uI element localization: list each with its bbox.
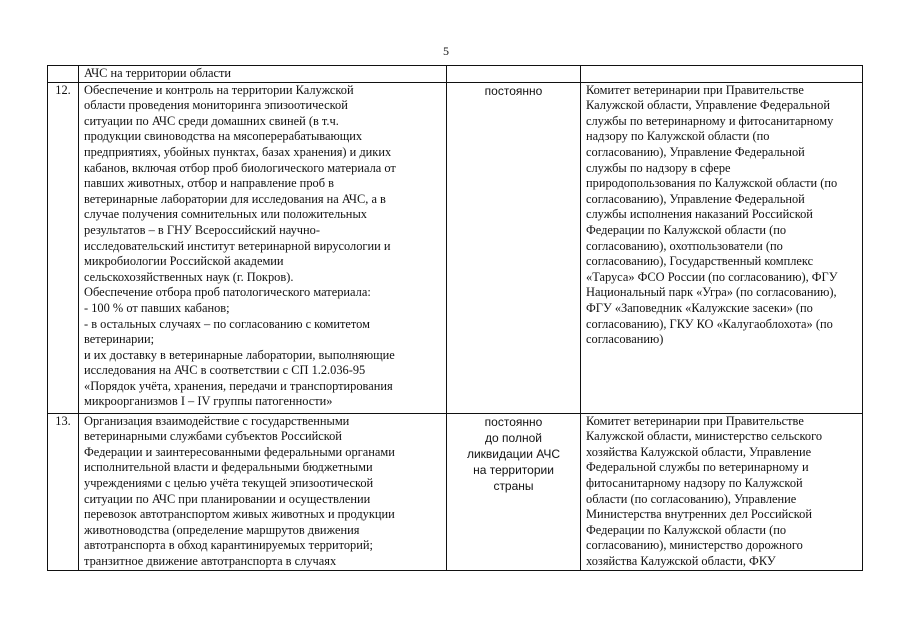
- action-text-line: Организация взаимодействие с государственными: [84, 413, 350, 428]
- action-text-line: ветеринарные лаборатории для исследования на АЧС, а в: [84, 191, 386, 206]
- responsible-text-line: ФГУ «Заповедник «Калужские засеки» (по: [586, 300, 813, 315]
- term-cell: [447, 413, 581, 570]
- page-number: 5: [443, 44, 449, 58]
- responsible-text-line: Национальный парк «Угра» (по согласованию),: [586, 285, 837, 300]
- responsible-text-line: согласованию), Управление Федеральной: [586, 144, 805, 159]
- action-text-line: микроорганизмов I – IV группы патогенности»: [84, 394, 333, 409]
- responsible-text-line: службы по ветеринарному и фитосанитарному: [586, 113, 834, 128]
- term-text-line: постоянно: [484, 83, 543, 98]
- action-text-line: Федерации и заинтересованными федеральными органами: [84, 444, 395, 459]
- action-text-line: транзитное движение автотранспорта в случаях: [84, 553, 337, 568]
- action-text-line: «Порядок учёта, хранения, передачи и транспортирования: [84, 378, 393, 393]
- action-text-line: Обеспечение и контроль на территории Калужской: [84, 82, 354, 97]
- row-number: 12.: [48, 82, 79, 413]
- action-text-line: автотранспорта в обход карантинируемых территорий;: [84, 538, 373, 553]
- table-row: [48, 82, 863, 413]
- responsible-text-line: службы исполнения наказаний Российской: [586, 207, 813, 222]
- action-text-line: исследования на АЧС в соответствии с СП 1.2.036-95: [84, 363, 366, 378]
- responsible-cell: [581, 413, 863, 570]
- responsible-text-line: согласованию), Управление Федеральной: [586, 191, 805, 206]
- row-number: 13.: [48, 413, 79, 570]
- responsible-text-line: Калужской области, министерство сельского: [586, 429, 823, 444]
- action-text-line: исполнительной власти и федеральными бюджетными: [84, 460, 373, 475]
- action-cell: [79, 82, 447, 413]
- action-text-line: - в остальных случаях – по согласованию с комитетом: [84, 316, 370, 331]
- term-text-line: на территории: [473, 462, 554, 477]
- action-text-line: животноводства (определение маршрутов движения: [84, 522, 360, 537]
- action-text-line: сельскохозяйственных наук (г. Покров).: [84, 269, 294, 284]
- action-text-line: ситуации по АЧС среди домашних свиней (в т.ч.: [84, 113, 339, 128]
- action-cell: [79, 413, 447, 570]
- action-text-line: перевозок автотранспортом живых животных и продукции: [84, 507, 395, 522]
- responsible-text-line: Федерации по Калужской области (по: [586, 222, 787, 237]
- responsible-text-line: согласованию), Государственный комплекс: [586, 254, 814, 269]
- action-text-line: Обеспечение отбора проб патологического материала:: [84, 285, 371, 300]
- responsible-cell: [581, 82, 863, 413]
- measures-table: [47, 65, 863, 571]
- term-cell: [447, 66, 581, 83]
- term-text-line: ликвидации АЧС: [466, 446, 561, 461]
- action-text-line: - 100 % от павших кабанов;: [84, 300, 230, 315]
- responsible-text-line: Комитет ветеринарии при Правительстве: [586, 413, 804, 428]
- responsible-text-line: хозяйства Калужской области, Управление: [586, 444, 812, 459]
- term-text-line: страны: [493, 478, 534, 493]
- responsible-text-line: согласованию), ГКУ КО «Калугаоблохота» (по: [586, 316, 833, 331]
- action-text-line: учреждениями с целью учёта текущей эпизоотической: [84, 475, 374, 490]
- responsible-cell: [581, 66, 863, 83]
- term-cell: [447, 82, 581, 413]
- responsible-text-line: фитосанитарному надзору по Калужской: [586, 475, 803, 490]
- action-text-line: ветеринарии;: [84, 332, 155, 347]
- table-row: [48, 413, 863, 570]
- action-text-line: ситуации по АЧС при планировании и осуществлении: [84, 491, 371, 506]
- responsible-text-line: области (по согласованию), Управление: [586, 491, 797, 506]
- responsible-text-line: согласованию), министерство дорожного: [586, 538, 803, 553]
- action-cell: АЧС на территории области: [79, 66, 447, 83]
- responsible-text-line: хозяйства Калужской области, ФКУ: [586, 553, 776, 568]
- responsible-text-line: Комитет ветеринарии при Правительстве: [586, 82, 804, 97]
- responsible-text-line: Калужской области, Управление Федеральной: [586, 98, 830, 113]
- responsible-text-line: Министерства внутренних дел Российской: [586, 507, 812, 522]
- action-text-line: случае получения сомнительных или положительных: [84, 207, 367, 222]
- action-text-line: павших животных, отбор и направление проб в: [84, 176, 334, 191]
- responsible-text-line: Федерации по Калужской области (по: [586, 522, 787, 537]
- action-text-line: продукции свиноводства на мясоперерабатывающих: [84, 129, 363, 144]
- number-cell: [48, 66, 79, 83]
- responsible-text-line: Федеральной службы по ветеринарному и: [586, 460, 809, 475]
- action-text-line: исследовательский институт ветеринарной вирусологии и: [84, 238, 391, 253]
- action-text-line: микробиологии Российской академии: [84, 254, 284, 269]
- action-text-line: ветеринарными службами субъектов Российской: [84, 429, 342, 444]
- action-text-line: области проведения мониторинга эпизоотической: [84, 98, 348, 113]
- action-text-line: кабанов, включая отбор проб биологического материала от: [84, 160, 396, 175]
- responsible-text-line: согласованию), охотпользователи (по: [586, 238, 783, 253]
- term-text-line: до полной: [485, 430, 542, 445]
- table-row-continuation: [48, 66, 863, 83]
- action-text-line: и их доставку в ветеринарные лаборатории, выполняющие: [84, 347, 395, 362]
- responsible-text-line: согласованию): [586, 332, 664, 347]
- term-text-line: постоянно: [484, 414, 543, 429]
- action-text-line: предприятиях, убойных пунктах, базах хранения) и диких: [84, 144, 392, 159]
- responsible-text-line: службы по надзору в сфере: [586, 160, 731, 175]
- action-text-line: результатов – в ГНУ Всероссийский научно-: [84, 222, 320, 237]
- responsible-text-line: надзору по Калужской области (по: [586, 129, 770, 144]
- responsible-text-line: природопользования по Калужской области (по: [586, 176, 838, 191]
- responsible-text-line: «Таруса» ФСО России (по согласованию), ФГУ: [586, 269, 838, 284]
